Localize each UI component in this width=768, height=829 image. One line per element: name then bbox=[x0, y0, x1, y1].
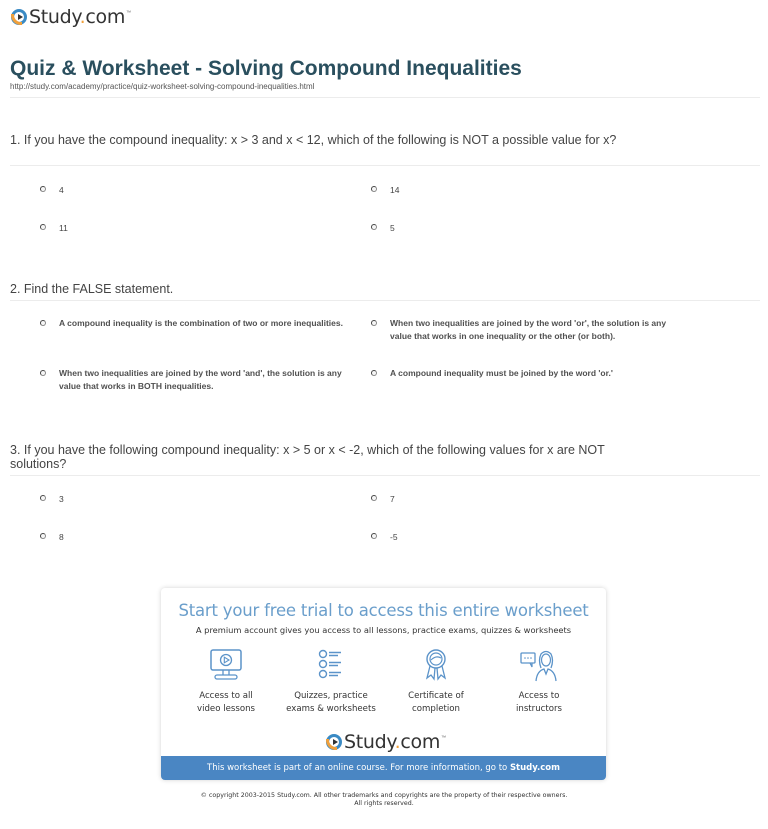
feature-video-lessons bbox=[176, 648, 276, 716]
divider bbox=[10, 165, 760, 166]
question-1-text: 1. If you have the compound inequality: x > 3 and x < 12, which of the following is NOT a possible value for x? bbox=[10, 133, 617, 147]
free-trial-promo bbox=[161, 588, 606, 780]
page-url: http://study.com/academy/practice/quiz-worksheet-solving-compound-inequalities.html bbox=[10, 82, 315, 91]
divider bbox=[10, 300, 760, 301]
radio-button[interactable] bbox=[371, 224, 377, 230]
q3-option-a[interactable] bbox=[40, 494, 64, 504]
option-label: 4 bbox=[59, 185, 64, 195]
logo-wordmark: Study.com bbox=[29, 6, 126, 28]
feature-certificate bbox=[386, 648, 486, 716]
quiz-list-icon bbox=[313, 648, 349, 682]
q2-option-b[interactable] bbox=[371, 317, 681, 343]
question-2-text: 2. Find the FALSE statement. bbox=[10, 282, 174, 296]
copyright bbox=[0, 792, 768, 808]
radio-button[interactable] bbox=[40, 320, 46, 326]
option-label: A compound inequality is the combination of two or more inequalities. bbox=[59, 318, 343, 328]
q3-option-c[interactable] bbox=[40, 532, 64, 542]
certificate-ribbon-icon bbox=[418, 648, 454, 682]
promo-title[interactable]: Start your free trial to access this entire worksheet bbox=[178, 601, 589, 620]
option-label: 11 bbox=[59, 223, 68, 233]
copyright-line: © copyright 2003-2015 Study.com. All other trademarks and copyrights are the property of their respective owners. bbox=[200, 792, 568, 799]
study-link[interactable]: Study.com bbox=[509, 763, 560, 773]
trademark: ™ bbox=[126, 10, 132, 16]
option-label: A compound inequality must be joined by the word 'or.' bbox=[390, 368, 613, 378]
radio-button[interactable] bbox=[40, 495, 46, 501]
study-logo-promo[interactable] bbox=[326, 731, 446, 753]
radio-button[interactable] bbox=[371, 495, 377, 501]
feature-label: video lessons bbox=[196, 704, 256, 714]
course-info-banner bbox=[161, 756, 606, 780]
page-title: Quiz & Worksheet - Solving Compound Inequalities bbox=[10, 57, 522, 80]
q3-option-b[interactable] bbox=[371, 494, 395, 504]
q2-option-a[interactable] bbox=[40, 317, 350, 330]
feature-instructors bbox=[489, 648, 589, 716]
trademark: ™ bbox=[441, 735, 447, 741]
banner-text: This worksheet is part of an online course. For more information, go to bbox=[207, 763, 510, 773]
radio-button[interactable] bbox=[371, 186, 377, 192]
feature-label: instructors bbox=[515, 704, 563, 714]
option-label: When two inequalities are joined by the word 'and', the solution is any value that works in BOTH inequalities. bbox=[59, 368, 342, 391]
q1-option-d[interactable] bbox=[371, 223, 395, 233]
q2-option-d[interactable] bbox=[371, 367, 681, 380]
option-label: When two inequalities are joined by the word 'or', the solution is any value that works in one inequality or the other (or both). bbox=[390, 318, 667, 341]
copyright-line: All rights reserved. bbox=[354, 800, 414, 807]
option-label: -5 bbox=[390, 532, 398, 542]
q1-option-c[interactable] bbox=[40, 223, 68, 233]
feature-label: Access to bbox=[518, 691, 560, 701]
radio-button[interactable] bbox=[371, 533, 377, 539]
play-logo-icon bbox=[326, 734, 342, 750]
feature-label: Quizzes, practice bbox=[294, 691, 368, 701]
q2-option-c[interactable] bbox=[40, 367, 350, 393]
logo-wordmark: Study.com bbox=[344, 731, 441, 753]
divider bbox=[10, 475, 760, 476]
radio-button[interactable] bbox=[40, 186, 46, 192]
divider bbox=[10, 97, 760, 98]
promo-subtitle: A premium account gives you access to all lessons, practice exams, quizzes & worksheets bbox=[195, 625, 572, 635]
video-monitor-icon bbox=[208, 648, 244, 682]
feature-label: Access to all bbox=[199, 691, 253, 701]
feature-quizzes bbox=[281, 648, 381, 716]
question-3-text: 3. If you have the following compound inequality: x > 5 or x < -2, which of the following values for x are NOT solutions? bbox=[10, 443, 605, 471]
option-label: 14 bbox=[390, 185, 400, 195]
q1-option-a[interactable] bbox=[40, 185, 64, 195]
feature-label: exams & worksheets bbox=[286, 704, 376, 714]
radio-button[interactable] bbox=[371, 370, 377, 376]
option-label: 8 bbox=[59, 532, 64, 542]
q1-option-b[interactable] bbox=[371, 185, 399, 195]
play-logo-icon bbox=[11, 9, 27, 25]
instructor-chat-icon bbox=[519, 648, 559, 682]
feature-label: completion bbox=[412, 704, 460, 714]
feature-label: Certificate of bbox=[408, 691, 464, 701]
radio-button[interactable] bbox=[40, 533, 46, 539]
radio-button[interactable] bbox=[40, 224, 46, 230]
radio-button[interactable] bbox=[371, 320, 377, 326]
option-label: 3 bbox=[59, 494, 64, 504]
radio-button[interactable] bbox=[40, 370, 46, 376]
option-label: 7 bbox=[390, 494, 395, 504]
study-logo[interactable] bbox=[11, 6, 131, 28]
q3-option-d[interactable] bbox=[371, 532, 398, 542]
option-label: 5 bbox=[390, 223, 395, 233]
